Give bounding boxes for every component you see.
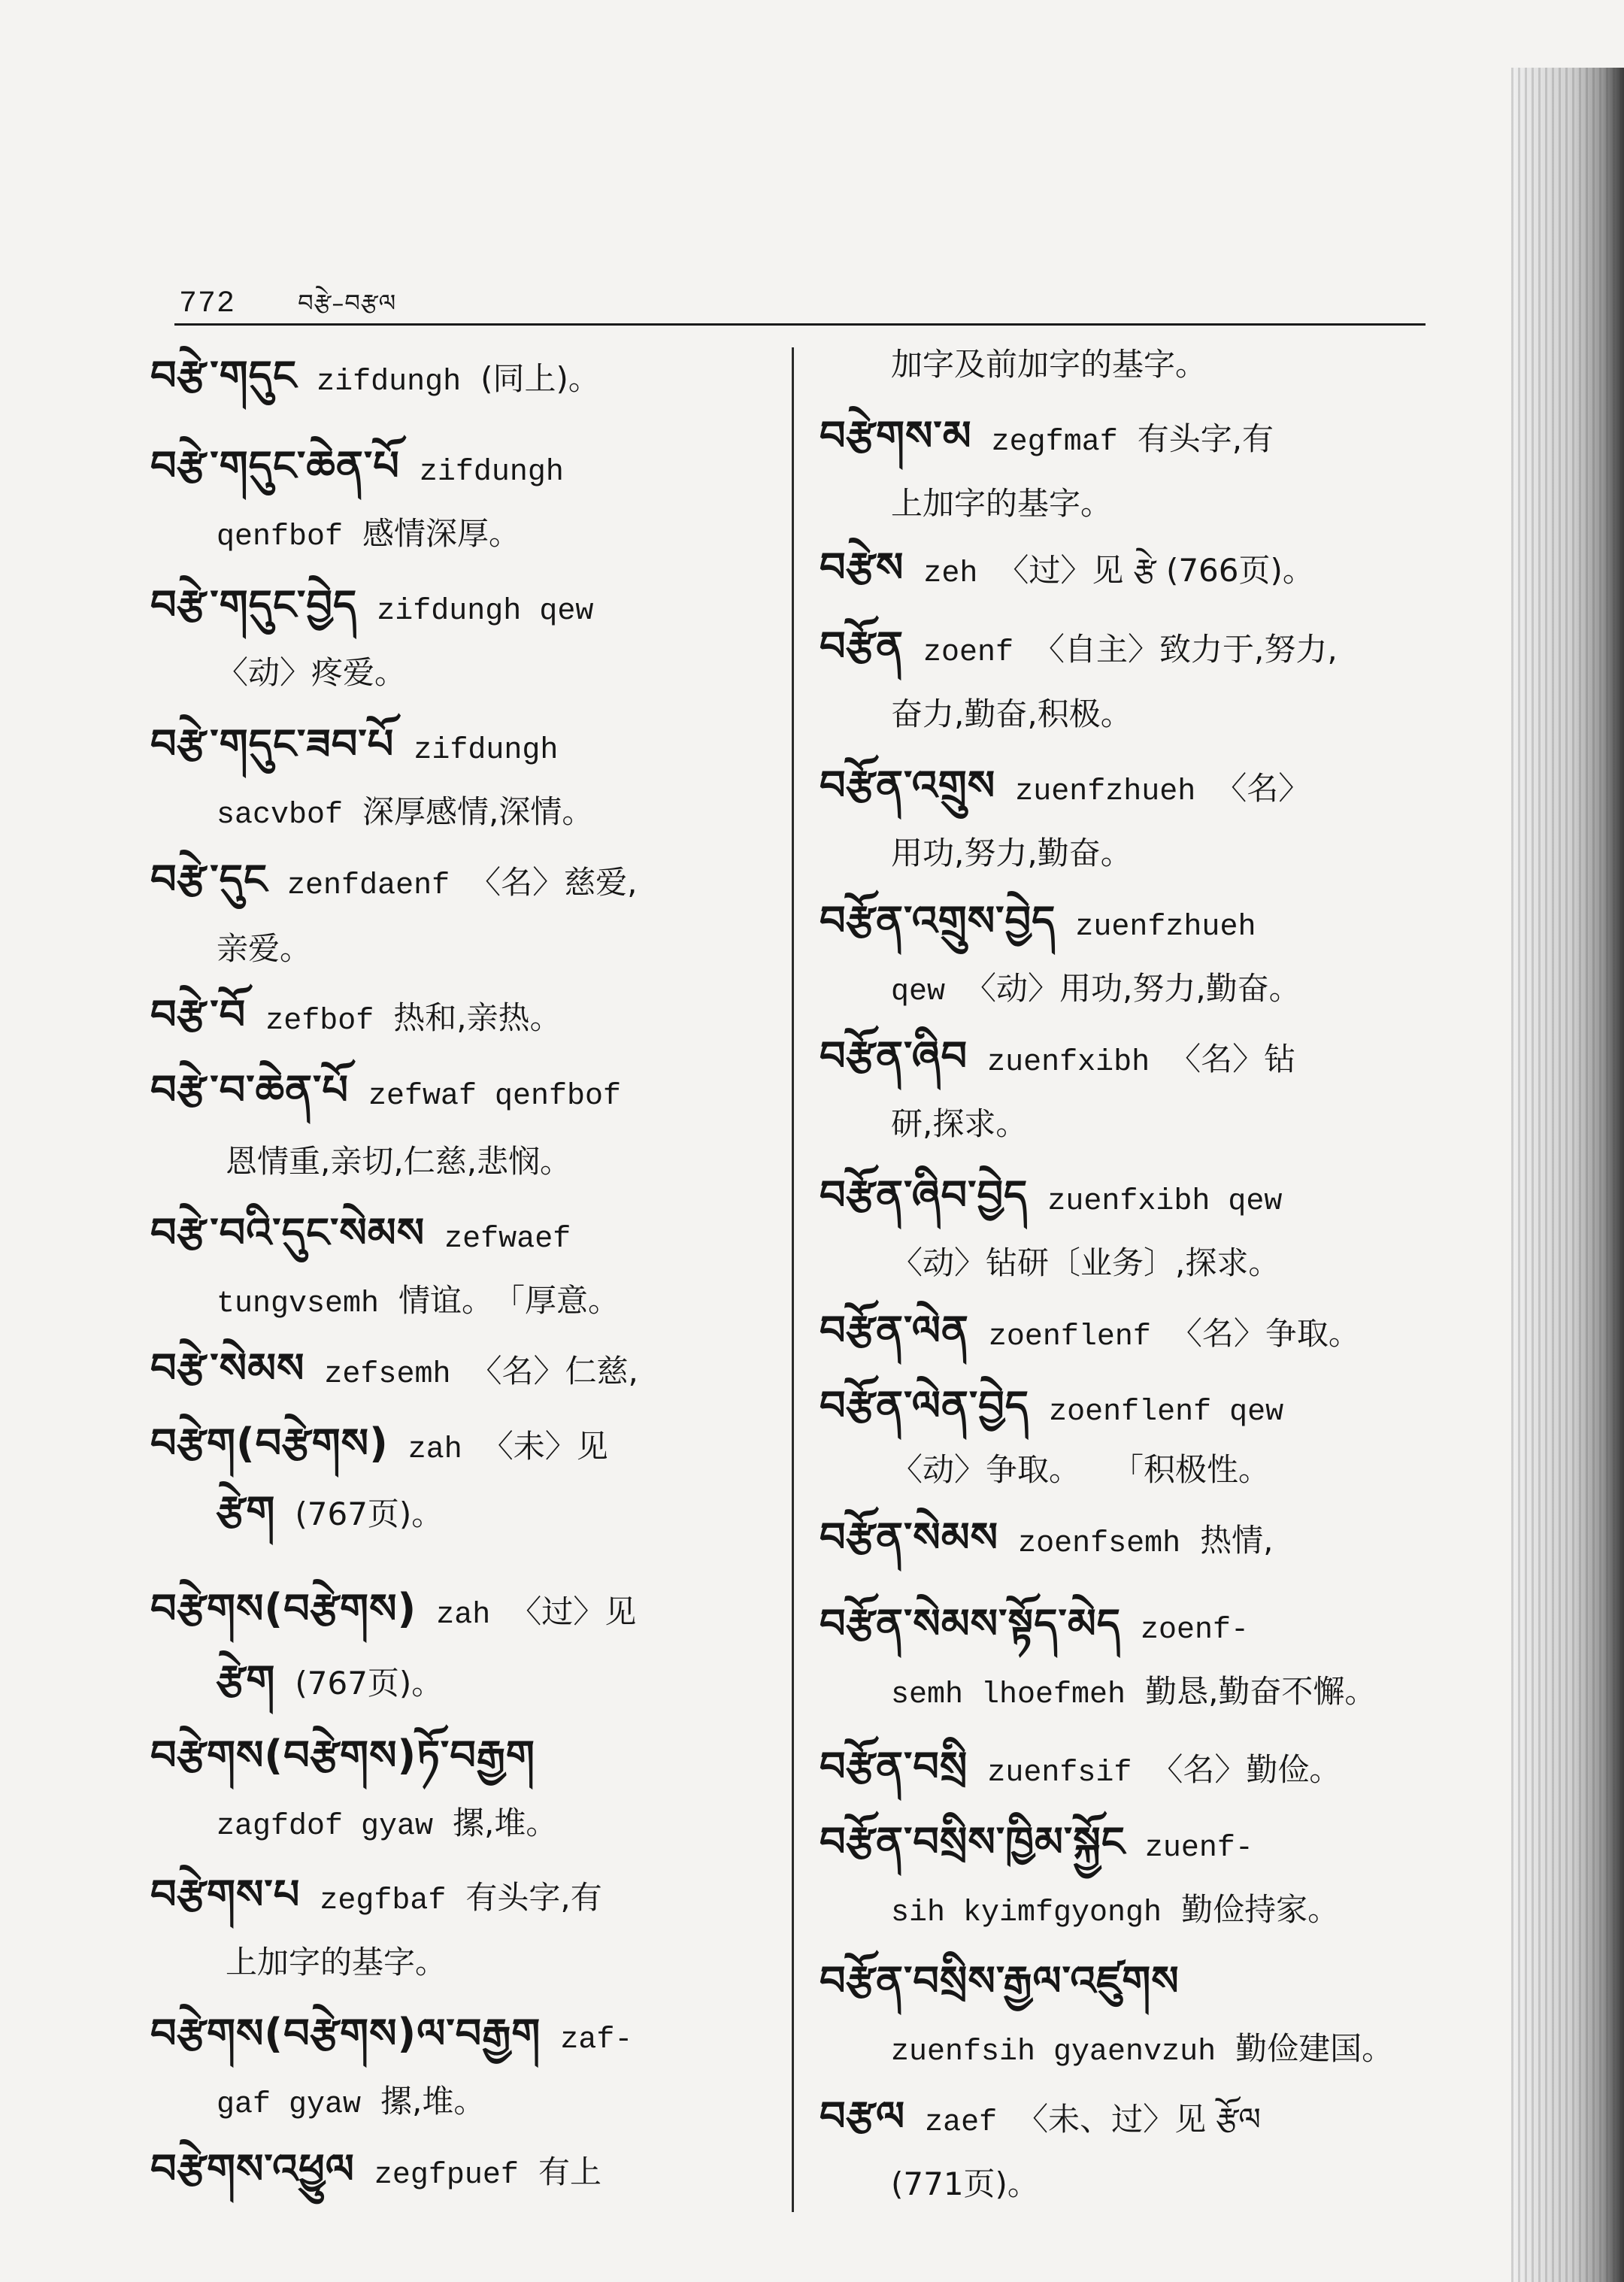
chinese-gloss: 〈动〉争取。 「积极性。 [891,1451,1271,1488]
romanization: zuenfzhueh [1075,911,1256,944]
entry-line [891,1102,1047,1147]
header-rule [174,323,1426,326]
tibetan-headword: བརྩོན་ལེན་བྱེད [820,1382,1030,1429]
tibetan-headword: བརྩེ་གདུང་ཆེན་པོ [150,442,400,489]
chinese-gloss: 有上 [538,2153,601,2190]
chinese-gloss: 〈名〉仁慈, [470,1353,638,1390]
chinese-gloss: 〈动〉疼爱。 [217,654,407,691]
romanization: zeh [923,557,978,591]
chinese-gloss: 热情, [1200,1522,1274,1559]
entry-line [150,583,613,628]
chinese-gloss: 〈未〉见 [481,1428,608,1465]
entry-line [217,1278,639,1323]
romanization: zoenf- [1141,1614,1250,1647]
romanization: zifdungh qew [377,595,594,629]
chinese-gloss: 〈名〉勤俭。 [1151,1751,1341,1788]
tibetan-headword: བརྩོན་ཞིབ་བྱེད [820,1171,1029,1219]
entry-line [891,966,1320,1011]
entry-line [150,722,577,767]
tibetan-headword: བརྩོན་སེམས [820,1514,999,1561]
tibetan-headword: བརྩོན་བསྲི [820,1743,968,1790]
entry-line [820,1515,1293,1560]
romanization: zegfmaf [991,426,1118,459]
tibetan-headword: བརྩེ་བའི་དུང་སེམས [150,1209,426,1256]
chinese-gloss: 上加字的基字。 [226,1944,447,1980]
tibetan-headword: བརྩེགས་པ [150,1871,301,1918]
romanization: zuenfsif [987,1756,1132,1790]
romanization: zuenfxibh [987,1046,1150,1080]
romanization: zuenfsih gyaenvzuh [891,2035,1216,2069]
romanization: zah [408,1433,462,1467]
entry-line [891,1447,1289,1493]
entry-line [820,1602,1268,1647]
tibetan-headword: བརྩེགས(བརྩེགས) [150,1585,417,1632]
romanization: zoenflenf qew [1049,1396,1284,1429]
chinese-gloss: 〈未、过〉见 རྩོལ [1017,2101,1261,2138]
chinese-gloss: 感情深厚。 [362,515,521,552]
entry-line [150,353,620,399]
romanization: zefwaef [444,1223,571,1256]
chinese-gloss: 勤恳,勤奋不懈。 [1145,1673,1377,1710]
tibetan-headword: བརྩོན་སེམས་སྟོད་མེད [820,1600,1121,1647]
entry-line [150,2147,621,2192]
romanization: gaf gyaw [217,2088,362,2122]
entry-line [217,650,426,696]
entry-line [820,1034,1315,1079]
entry-line [891,2162,1059,2207]
entry-line [820,414,1293,459]
chinese-gloss: 加字及前加字的基字。 [891,346,1207,383]
entry-line [217,1489,462,1534]
entry-line [820,2094,1280,2139]
chinese-gloss: 〈过〉见 རྩེ (766页)。 [997,552,1314,589]
chinese-gloss: 〈过〉见 [510,1593,637,1630]
chinese-gloss: (771页)。 [891,2165,1039,2202]
chinese-gloss: 热和,亲热。 [393,999,562,1036]
chinese-gloss: 摞,堆。 [380,2083,486,2120]
romanization: zaef [925,2106,998,2140]
chinese-gloss: 上加字的基字。 [891,485,1113,522]
chinese-gloss: 〈动〉钻研〔业务〕,探求。 [891,1244,1280,1281]
romanization: zah [436,1599,491,1632]
chinese-gloss: 〈名〉慈爱, [469,864,638,901]
entry-line [217,1658,462,1703]
entry-line [891,831,1152,876]
tibetan-headword: བརྩེ་སེམས [150,1344,305,1392]
entry-line [820,545,1334,590]
tibetan-headword: རྩེག [217,1487,276,1535]
page-header [179,277,396,344]
tibetan-headword: བརྩོན་ཞིབ [820,1032,968,1080]
romanization: tungvsemh [217,1287,380,1321]
entry-line [217,2079,504,2124]
entry-line [820,763,1329,808]
column-divider [792,347,794,2212]
romanization: zifdungh [317,365,462,399]
chinese-gloss: (767页)。 [295,1665,444,1702]
romanization: zoenflenf [988,1320,1151,1354]
tibetan-headword: བརྩེས [820,544,904,591]
chinese-gloss: 亲爱。 [217,930,312,967]
chinese-gloss: 有头字,有 [465,1879,602,1916]
chinese-gloss: 有头字,有 [1137,420,1274,457]
tibetan-headword: བརྩོན་བསྲིས་ཁྱིམ་སྐྱོང [820,1818,1126,1865]
running-head: བརྩེ–བརྩལ [298,289,397,317]
entry-line [150,1872,622,1917]
tibetan-headword: བརྩེ་བ་ཆེན་པོ [150,1066,349,1114]
entry-line [150,1586,656,1632]
chinese-gloss: (同上)。 [480,360,600,397]
entry-line [217,511,540,556]
tibetan-headword: བརྩེག(བརྩེགས) [150,1420,389,1467]
entry-line [891,1669,1395,1714]
entry-line [217,789,613,835]
entry-line [150,993,581,1038]
romanization: semh lhoefmeh [891,1678,1126,1712]
chinese-gloss: 勤俭持家。 [1181,1891,1340,1928]
entry-line [150,444,583,489]
page-edge-shadow [1511,68,1624,2282]
entry-line [891,692,1152,737]
chinese-gloss: 摞,堆。 [453,1805,558,1841]
entry-line [891,2026,1413,2071]
tibetan-headword: བརྩེ་གདུང་ཟབ་པོ [150,720,395,768]
romanization: zefsemh [324,1358,451,1392]
tibetan-headword: བརྩེགས(བརྩེགས)ཏོ་བརྒྱག [150,1732,535,1779]
romanization: zuenf- [1144,1832,1253,1865]
chinese-gloss: 用功,努力,勤奋。 [891,835,1132,871]
chinese-gloss: 〈名〉 [1215,770,1310,807]
romanization: zoenf [923,636,1014,670]
entry-line [150,1346,658,1391]
romanization: qew [891,975,946,1009]
entry-line [820,624,1357,669]
romanization: zuenfzhueh [1015,775,1196,809]
romanization: zoenfsemh [1018,1527,1181,1561]
chinese-gloss: (767页)。 [295,1496,444,1532]
romanization: sih kyimfgyongh [891,1896,1162,1930]
page-number: 772 [179,287,236,321]
chinese-gloss: 勤俭建国。 [1235,2030,1394,2067]
tibetan-headword: བརྩལ [820,2093,906,2140]
entry-line [150,1421,628,1466]
entry-line [217,926,331,971]
chinese-gloss: 深厚感情,深情。 [362,793,594,830]
romanization: qenfbof [217,520,344,554]
romanization: zagfdof gyaw [217,1810,434,1844]
tibetan-headword: བརྩེ་དུང [150,856,268,903]
entry-line [150,2011,652,2056]
entry-line [891,1241,1299,1286]
romanization: zuenfxibh qew [1047,1185,1283,1219]
chinese-gloss: 恩情重,亲切,仁慈,悲悯。 [226,1143,572,1180]
entry-line [820,1383,1303,1429]
tibetan-headword: བརྩོན་ལེན [820,1307,969,1354]
entry-line [150,1211,590,1256]
tibetan-headword: བརྩོན་འགྲུས་བྱེད [820,897,1056,944]
entry-line [820,1173,1301,1218]
tibetan-headword: བརྩེགས་མ [820,412,972,459]
entry-line [891,481,1132,526]
entry-line [226,1940,466,1985]
romanization: zefbof [265,1005,374,1038]
romanization: zaf- [560,2023,633,2057]
entry-line [217,1801,577,1846]
tibetan-headword: བརྩེ་གདུང [150,352,298,399]
romanization: zefwaf qenfbof [368,1080,622,1114]
romanization: zifdungh [414,734,559,768]
entry-line [891,1887,1359,1932]
romanization: zenfdaenf [287,869,450,903]
chinese-gloss: 情谊。 「厚意。 [398,1282,620,1319]
tibetan-headword: བརྩེགས(བརྩེགས)ལ་བརྒྱག [150,2010,541,2057]
entry-line [891,342,1226,387]
romanization: zegfpuef [374,2159,519,2193]
romanization: zegfbaf [320,1884,447,1918]
chinese-gloss: 研,探求。 [891,1105,1028,1142]
tibetan-headword: བརྩོན [820,623,904,670]
entry-line [150,857,656,902]
entry-line [820,899,1275,944]
chinese-gloss: 〈名〉钻 [1169,1041,1296,1077]
entry-line [820,1308,1380,1353]
entry-line [820,1820,1273,1865]
chinese-gloss: 奋力,勤奋,积极。 [891,696,1132,732]
chinese-gloss: 〈自主〉致力于,努力, [1033,631,1338,668]
tibetan-headword: བརྩེ་གདུང་བྱེད [150,581,358,629]
chinese-gloss: 〈动〉用功,努力,勤奋。 [965,970,1301,1007]
entry-line [820,1744,1360,1790]
entry-line [150,1068,641,1113]
tibetan-headword: བརྩོན་བསྲིས་རྒྱལ་འཛུགས [820,1957,1180,2005]
chinese-gloss: 〈名〉争取。 [1170,1315,1360,1352]
tibetan-headword: བརྩོན་འགྲུས [820,762,996,809]
entry-line [226,1139,591,1184]
tibetan-headword: རྩེག [217,1656,276,1704]
romanization: zifdungh [419,456,564,489]
tibetan-headword: བརྩེགས་འཕྱུལ [150,2145,355,2193]
entry-line [820,1959,1199,2004]
romanization: sacvbof [217,799,344,832]
tibetan-headword: བརྩེ་བོ [150,991,247,1038]
entry-line [150,1733,555,1778]
